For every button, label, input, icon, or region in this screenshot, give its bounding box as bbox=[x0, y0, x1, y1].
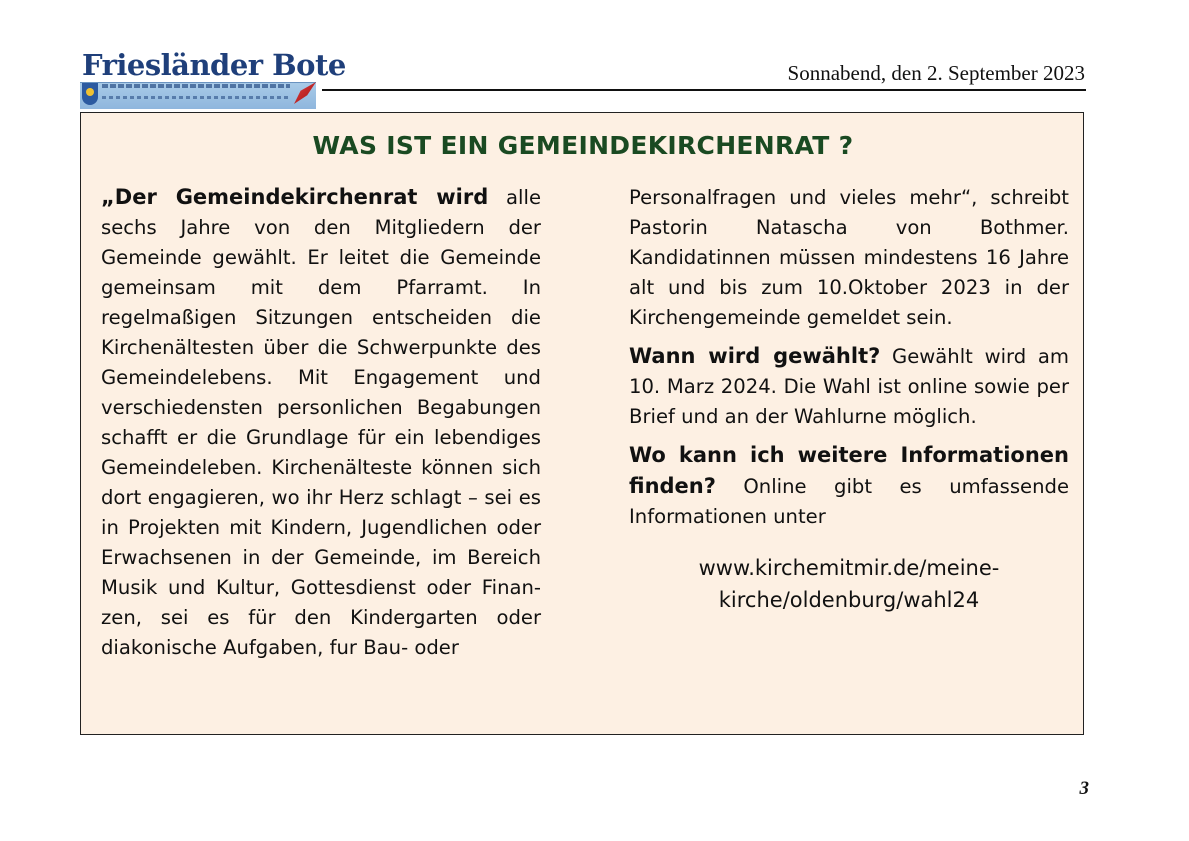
left-column-text: alle sechs Jahre von den Mitgliedern der Gemeinde gewählt. Er leitet die Gemeinde gemeinsam mit dem Pfarramt. In regelmaßigen Sitzungen entscheiden die Kirchenältesten über die Schwerpunkte des Gemeindelebens. Mit Engagement und verschiedensten personlichen Begabungen schafft er die Grundlage für ein lebendiges Gemeindeleben. Kirchenälteste können sich dort engagieren, wo ihr Herz schlagt – sei es in Projekten mit Kindern, Jugendlichen oder Erwachsenen in der Gemeinde, im Bereich Musik und Kultur, Gottesdienst oder Finanzen, sei es für den Kindergarten oder diakonische Aufgaben, fur Bau- oder bbox=[101, 186, 541, 659]
answer-when: Gewählt wird am 10. Marz 2024. Die Wahl ist online sowie per Brief und an der Wahlurne möglich. bbox=[629, 345, 1070, 428]
article-headline: WAS IST EIN GEMEINDEKIRCHENRAT ? bbox=[312, 131, 854, 160]
header-rule bbox=[322, 89, 1086, 91]
article-column-right bbox=[629, 183, 1069, 616]
logo-info-line bbox=[102, 96, 290, 99]
info-url: www.kirchemitmir.de/meine- kirche/oldenburg/wahl24 bbox=[698, 556, 1000, 612]
article-box bbox=[80, 112, 1084, 735]
lead-bold-text: „Der Gemeindekirchenrat wird bbox=[101, 185, 489, 209]
logo-subtitle-line bbox=[102, 84, 290, 88]
question-where: Wo kann ich weitere Informationen finden? bbox=[629, 443, 1069, 498]
answer-where: Online gibt es umfassende Informationen unter bbox=[629, 475, 1069, 528]
question-when: Wann wird gewählt? bbox=[629, 344, 881, 368]
coat-of-arms-icon bbox=[82, 83, 98, 105]
right-column-paragraph: Personalfragen und vieles mehr“, schreibt Pastorin Natascha von Bothmer. Kandidatinnen müssen mindestens 16 Jahre alt und bis zum 10.Oktober 2023 in der Kirchengemeinde gemeldet sein. bbox=[629, 186, 1069, 329]
issue-date: Sonnabend, den 2. September 2023 bbox=[787, 61, 1085, 85]
logo-title: Friesländer Bote bbox=[82, 48, 346, 82]
page-number: 3 bbox=[1079, 778, 1089, 799]
newspaper-logo bbox=[80, 48, 346, 106]
article-column-left bbox=[101, 182, 541, 663]
